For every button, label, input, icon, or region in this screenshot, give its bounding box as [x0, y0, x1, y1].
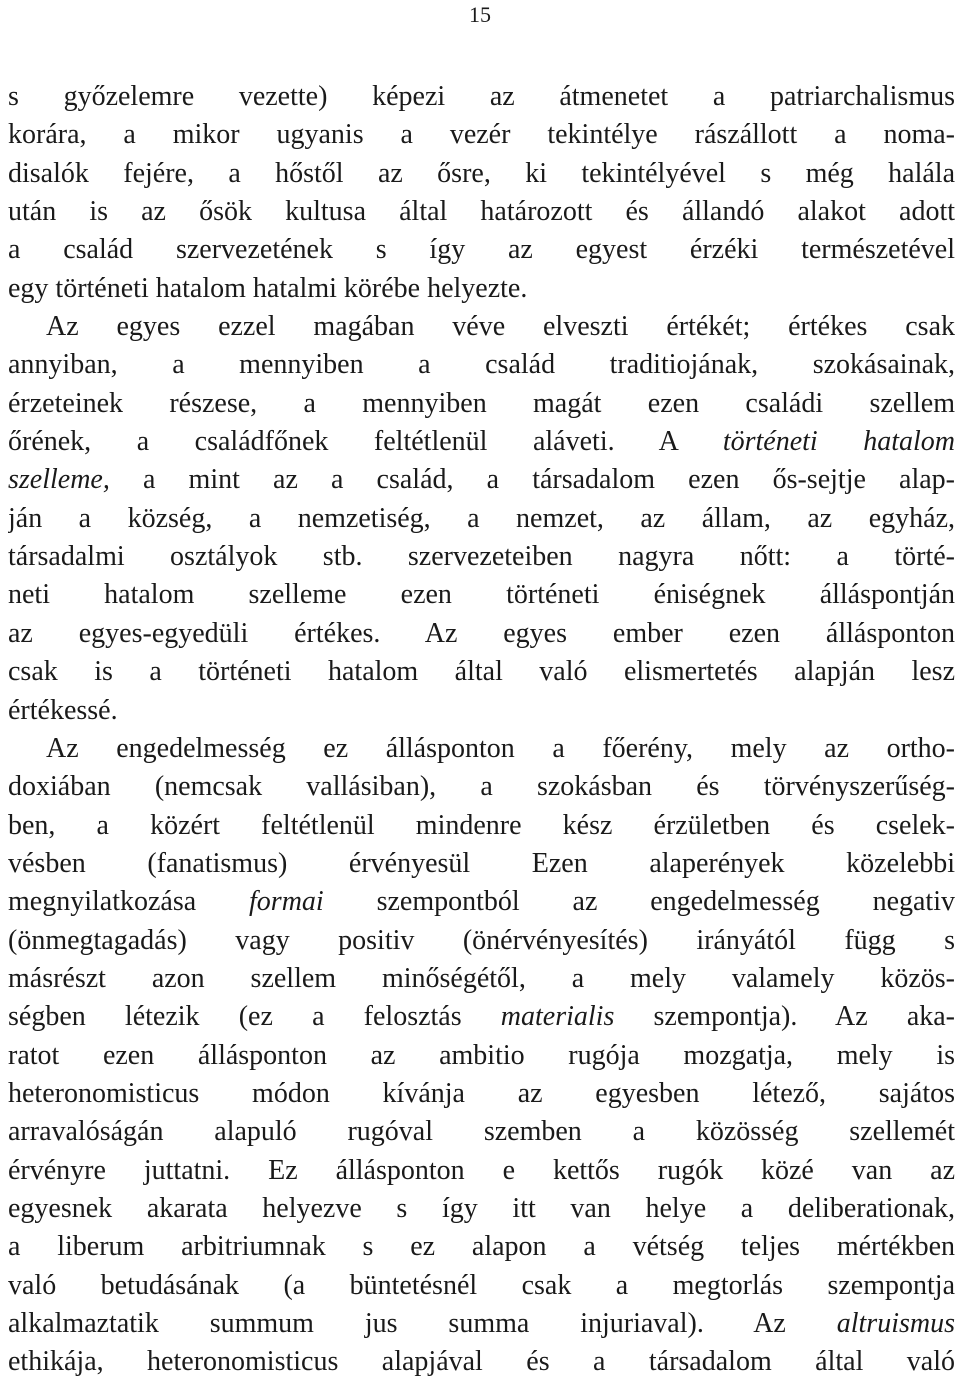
- text-line: s győzelemre vezette) képezi az átmenetet a patriarchalismus: [8, 81, 955, 112]
- text-line: ján a község, a nemzetiség, a nemzet, az állam, az egyház,: [8, 502, 955, 534]
- italic-term: materialis: [500, 1001, 615, 1033]
- text-line: társadalmi osztályok stb. szervezeteiben nagyra nőtt: a törté-: [8, 541, 955, 573]
- text-line: [8, 461, 955, 499]
- text-line: Az egyes ezzel magában véve elveszti értékét; értékes csak: [46, 311, 955, 343]
- text-line: arravalóságán alapuló rugóval szemben a közösség szellemét: [8, 1116, 955, 1148]
- text-line: ratot ezen állásponton az ambitio rugója mozgatja, mely is: [8, 1039, 955, 1071]
- text-line: a liberum arbitriumnak s ez alapon a vétség teljes mértékben: [8, 1231, 955, 1263]
- text-segment: a mint az a család, a társadalom ezen ős-sejtje alap-: [109, 464, 955, 496]
- text-line: ethikája, heteronomisticus alapjával és a társadalom által való: [8, 1346, 955, 1378]
- italic-term: történeti hatalom: [722, 426, 955, 458]
- body-text: [8, 78, 955, 1382]
- italic-term: formai: [249, 886, 324, 918]
- text-segment: alkalmaztatik summum jus summa injuriaval). Az: [8, 1308, 786, 1339]
- text-line: érvényre juttatni. Ez állásponton e kettős rugók közé van az: [8, 1154, 955, 1186]
- paragraph-end-line: értékessé.: [8, 694, 118, 726]
- text-segment: szempontból az engedelmesség negativ: [376, 886, 955, 918]
- text-line: neti hatalom szelleme ezen történeti éniségnek álláspontján: [8, 579, 955, 611]
- text-line: vésben (fanatismus) érvényesül Ezen alaperények közelebbi: [8, 847, 955, 879]
- text-line: [8, 998, 955, 1036]
- text-line: csak is a történeti hatalom által való elismertetés alapján lesz: [8, 656, 955, 688]
- text-line: [8, 423, 955, 461]
- text-line: ben, a közért feltétlenül mindenre kész érzületben és cselek-: [8, 809, 955, 841]
- text-segment: szempontja). Az aka-: [653, 1001, 955, 1033]
- text-line: [8, 1305, 955, 1343]
- text-line: egyesnek akarata helyezve s így itt van helye a deliberationak,: [8, 1192, 955, 1224]
- text-line: annyiban, a mennyiben a család traditiojának, szokásainak,: [8, 349, 955, 381]
- text-line: korára, a mikor ugyanis a vezér tekintélye rászállott a noma-: [8, 119, 955, 151]
- text-line: az egyes-egyedüli értékes. Az egyes ember ezen állásponton: [8, 617, 955, 649]
- text-segment: megnyilatkozása: [8, 886, 197, 918]
- text-line: disalók fejére, a hőstől az ősre, ki tekintélyével s még halála: [8, 157, 955, 189]
- text-line: heteronomisticus módon kívánja az egyesben létező, sajátos: [8, 1077, 955, 1109]
- text-line: Az engedelmesség ez állásponton a főerény, mely az ortho-: [46, 732, 955, 764]
- text-line: (önmegtagadás) vagy positiv (önérvényesítés) irányától függ s: [8, 924, 955, 956]
- text-line: [8, 883, 955, 921]
- page-number: 15: [469, 2, 491, 27]
- text-line: doxiában (nemcsak vallásiban), a szokásban és törvényszerűség-: [8, 771, 955, 803]
- italic-term: altruismus: [836, 1308, 955, 1339]
- text-line: másrészt azon szellem minőségétől, a mely valamely közös-: [8, 962, 955, 994]
- text-line: való betudásának (a büntetésnél csak a megtorlás szempontja: [8, 1269, 955, 1301]
- text-line: a család szervezetének s így az egyest érzéki természetével: [8, 234, 955, 266]
- text-line: érzeteinek részese, a mennyiben magát ezen családi szellem: [8, 387, 955, 419]
- italic-term: szelleme,: [8, 464, 110, 496]
- paragraph-end-line: egy történeti hatalom hatalmi körébe helyezte.: [8, 272, 528, 304]
- text-segment: ségben létezik (ez a felosztás: [8, 1001, 462, 1033]
- text-line: után is az ősök kultusa által határozott és állandó alakot adott: [8, 196, 955, 228]
- text-segment: őrének, a családfőnek feltétlenül aláveti. A: [8, 426, 678, 458]
